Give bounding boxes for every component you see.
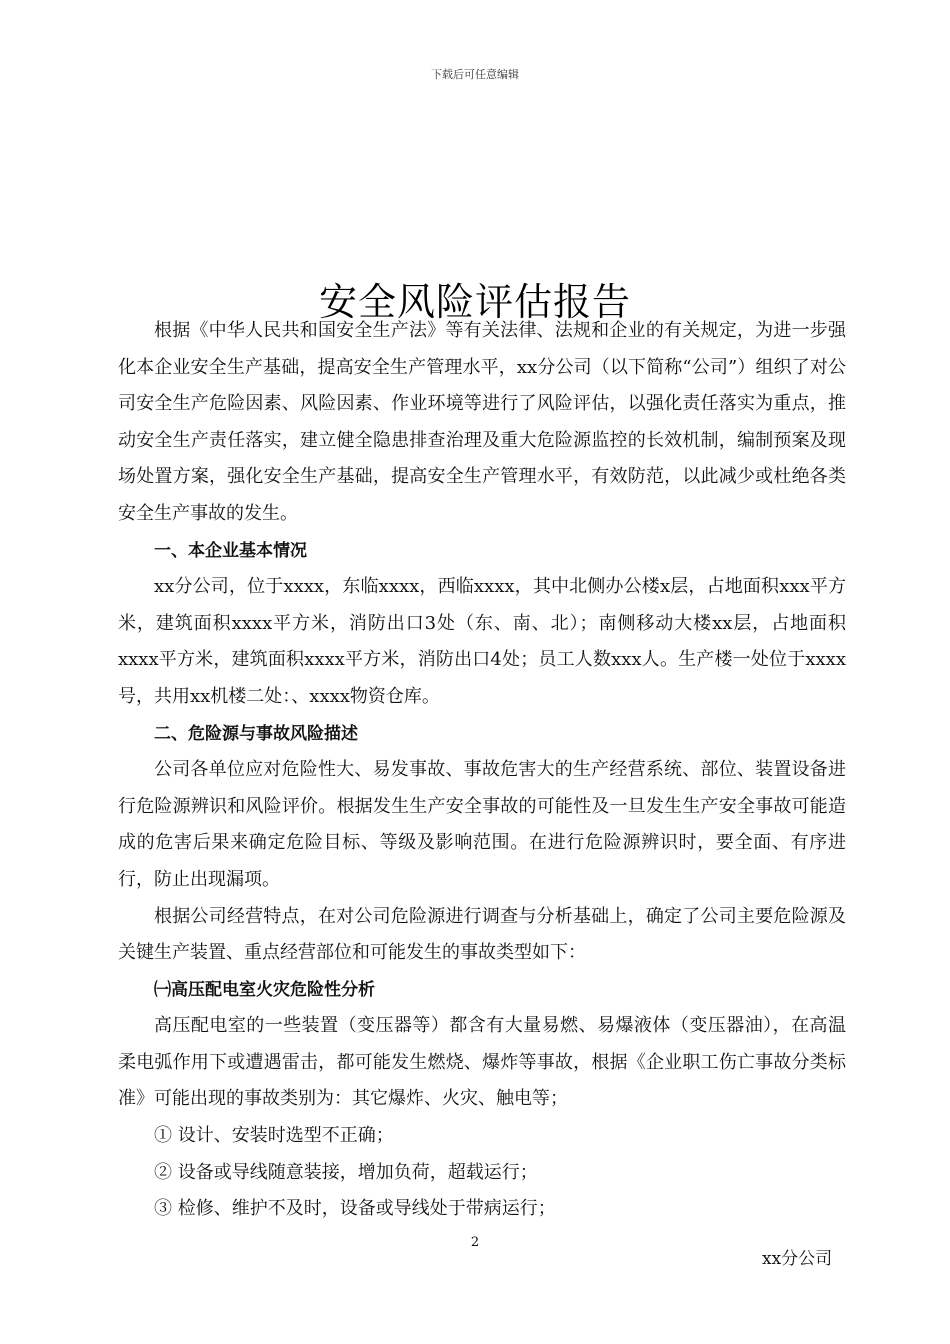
section-1-paragraph: xx分公司，位于xxxx，东临xxxx，西临xxxx，其中北侧办公楼x层，占地面积xxx平方米，建筑面积xxxx平方米，消防出口3处（东、南、北）；南侧移动大楼xx层，占地面积xxxx平方米，建筑面积xxxx平方米，消防出口4处；员工人数xxx人。生产楼一处位于xxxx号，共用xx机楼二处：、xxxx物资仓库。 bbox=[118, 576, 846, 707]
header-note: 下载后可任意编辑 bbox=[431, 68, 519, 81]
list-item: ② 设备或导线随意装接，增加负荷，超载运行； bbox=[154, 1161, 538, 1183]
section-2-heading: 二、危险源与事故风险描述 bbox=[154, 723, 358, 744]
document-title: 安全风险评估报告 bbox=[318, 280, 631, 325]
list-item: ③ 检修、维护不及时，设备或导线处于带病运行； bbox=[154, 1198, 556, 1220]
page-number: 2 bbox=[470, 1235, 480, 1250]
intro-paragraph: 根据《中华人民共和国安全生产法》等有关法律、法规和企业的有关规定，为进一步强化本企业安全生产基础，提高安全生产管理水平，xx分公司（以下简称“公司”）组织了对公司安全生产危险因素、风险因素、作业环境等进行了风险评估，以强化责任落实为重点，推动安全生产责任落实，建立健全隐患排查治理及重大危险源监控的长效机制，编制预案及现场处置方案，强化安全生产基础，提高安全生产管理水平，有效防范，以此减少或杜绝各类安全生产事故的发生。 bbox=[118, 320, 846, 524]
subsection-1-heading: ㈠高压配电室火灾危险性分析 bbox=[154, 979, 375, 1000]
document-body bbox=[118, 313, 846, 1228]
subsection-1-paragraph: 高压配电室的一些装置（变压器等）都含有大量易燃、易爆液体（变压器油），在高温柔电弧作用下或遭遇雷击，都可能发生燃烧、爆炸等事故，根据《企业职工伤亡事故分类标准》可能出现的事故类别为：其它爆炸、火灾、触电等； bbox=[118, 1015, 846, 1110]
section-2-paragraph-1: 公司各单位应对危险性大、易发事故、事故危害大的生产经营系统、部位、装置设备进行危险源辨识和风险评价。根据发生生产安全事故的可能性及一旦发生生产安全事故可能造成的危害后果来确定危险目标、等级及影响范围。在进行危险源辨识时，要全面、有序进行，防止出现漏项。 bbox=[118, 759, 846, 890]
section-2-paragraph-2: 根据公司经营特点，在对公司危险源进行调查与分析基础上，确定了公司主要危险源及关键生产装置、重点经营部位和可能发生的事故类型如下： bbox=[118, 905, 846, 964]
section-1-heading: 一、本企业基本情况 bbox=[154, 540, 307, 561]
list-item: ① 设计、安装时选型不正确； bbox=[154, 1125, 394, 1147]
footer-company: xx分公司 bbox=[762, 1249, 833, 1269]
